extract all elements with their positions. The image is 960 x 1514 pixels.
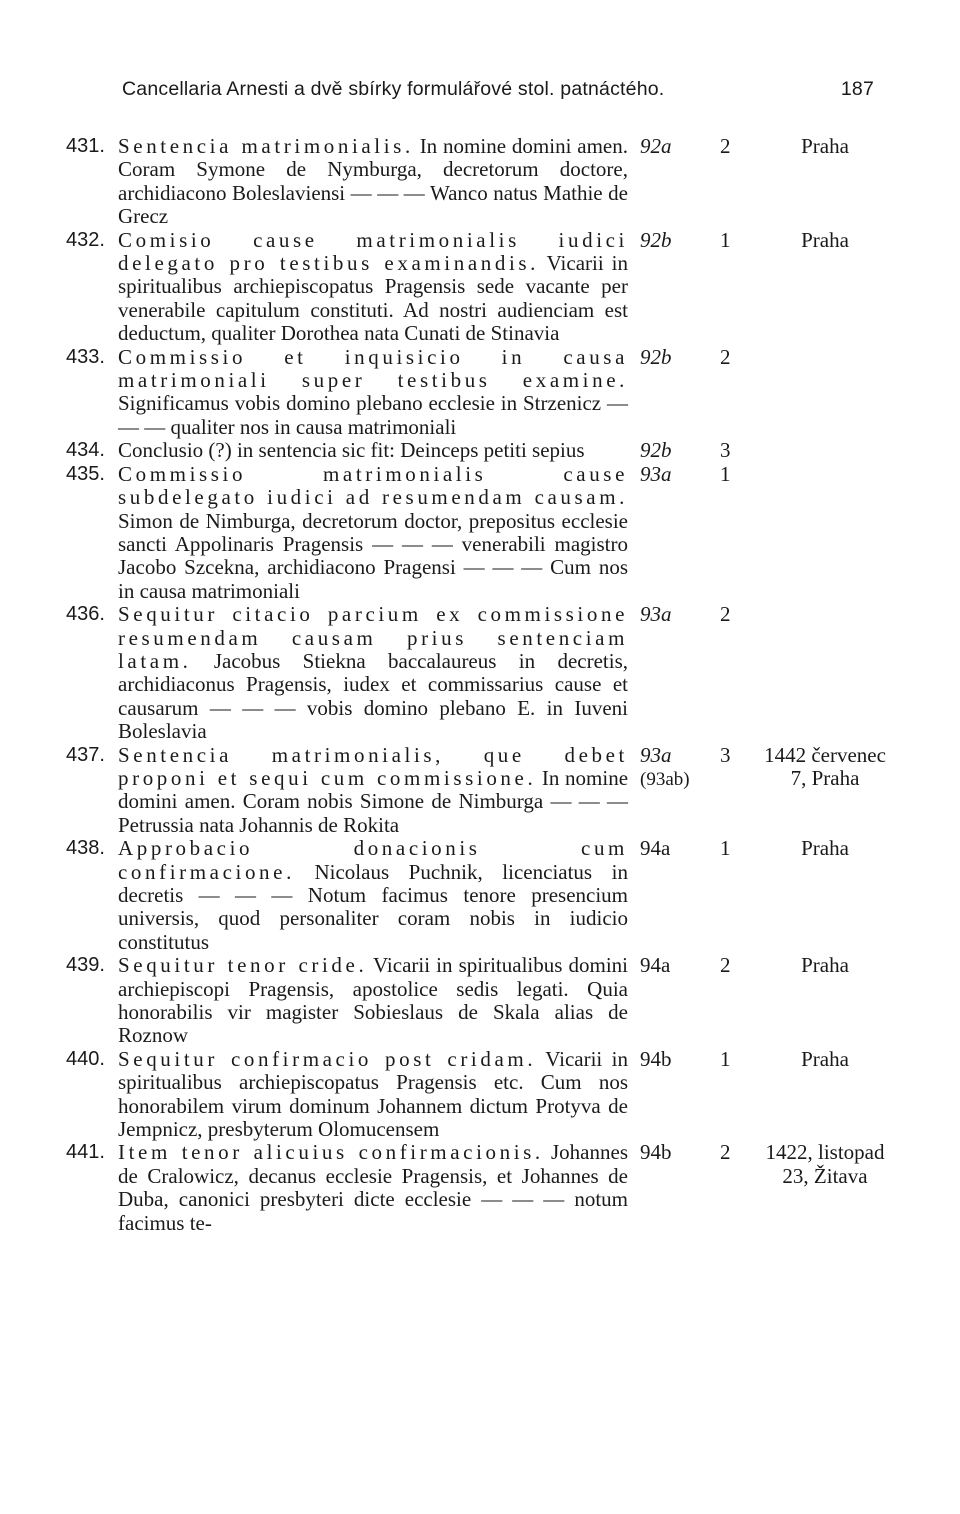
entry-text: In nomine domini amen. Coram Symone de Nymburga, decretorum doctore, archidiacono Boleslaviensi — — — Wanco natus Mathie de Grecz bbox=[118, 134, 629, 229]
entry-title: Sentencia matrimonialis. bbox=[118, 134, 414, 158]
entry-text: Conclusio (?) in sentencia sic fit: Deinceps petiti sepius bbox=[118, 438, 585, 463]
entry-text: Vicarii in spiritualibus archiepiscopatus Pragensis etc. Cum nos honorabilem virum dominum Johannem dictum Protyva de Jempnicz, presbyterum Olomucensem bbox=[118, 1046, 628, 1142]
count: 2 bbox=[720, 134, 731, 158]
entry-number: 437. bbox=[66, 743, 105, 766]
count: 3 bbox=[720, 742, 731, 767]
folio: 92b bbox=[640, 344, 672, 369]
entry-441 bbox=[0, 1141, 960, 1235]
entry-title: Commissio et inquisicio in causa matrimoniali super testibus examine. bbox=[118, 344, 628, 393]
entry-text: Significamus vobis domino plebano ecclesie in Strzenicz — — — qualiter nos in causa matrimoniali bbox=[118, 391, 628, 439]
entry-title: Sequitur citacio parcium ex commissione resumendam causam prius sentenciam latam. bbox=[118, 602, 628, 673]
entry-body bbox=[118, 954, 628, 1048]
entry-number: 439. bbox=[66, 954, 105, 977]
count: 3 bbox=[720, 438, 731, 463]
count: 1 bbox=[720, 836, 731, 861]
entry-body bbox=[118, 439, 628, 462]
entry-434 bbox=[0, 439, 960, 462]
count: 1 bbox=[720, 227, 731, 252]
count: 1 bbox=[720, 461, 731, 486]
page-number: 187 bbox=[840, 78, 874, 100]
place-date: Praha bbox=[801, 227, 849, 252]
count: 1 bbox=[720, 1046, 731, 1071]
entry-title: Comisio cause matrimonialis iudici delegato pro testibus examinandis. bbox=[118, 227, 628, 276]
entry-436 bbox=[0, 603, 960, 743]
entry-433 bbox=[0, 346, 960, 440]
entry-body bbox=[118, 229, 628, 346]
entry-number: 436. bbox=[66, 603, 105, 626]
entry-437 bbox=[0, 744, 960, 838]
count: 2 bbox=[720, 1140, 731, 1165]
entry-body bbox=[118, 744, 628, 838]
entry-number: 435. bbox=[66, 462, 105, 485]
entry-439 bbox=[0, 954, 960, 1048]
entry-number: 434. bbox=[66, 439, 105, 462]
folio: 92a bbox=[640, 134, 672, 158]
running-header bbox=[122, 78, 874, 101]
entry-body bbox=[118, 1048, 628, 1142]
place-date: 1422, listopad 23, Žitava bbox=[765, 1140, 885, 1188]
entry-title: Approbacio donacionis cum confirmacione. bbox=[118, 836, 628, 884]
folio: 93a bbox=[640, 602, 672, 627]
entry-number: 438. bbox=[66, 837, 105, 860]
count: 2 bbox=[720, 344, 731, 369]
place-date: Praha bbox=[801, 953, 849, 978]
entry-body bbox=[118, 837, 628, 954]
place-date: 1442 červenec 7, Praha bbox=[764, 742, 886, 790]
register-entries bbox=[0, 135, 960, 1235]
entry-title: Item tenor alicuius confirmacionis. bbox=[118, 1140, 544, 1165]
entry-text: Simon de Nimburga, decretorum doctor, prepositus ecclesie sancti Appolinaris Pragensis — — — venerabili magistro Jacobo Szcekna, archidiacono Pragensi — — — Cum nos in causa matrimoniali bbox=[118, 508, 628, 603]
place-date: Praha bbox=[801, 1046, 849, 1071]
folio: 94a bbox=[640, 953, 671, 978]
entry-number: 431. bbox=[66, 135, 105, 157]
count: 2 bbox=[720, 602, 731, 627]
entry-body bbox=[118, 346, 628, 440]
entry-title: Sequitur confirmacio post cridam. bbox=[118, 1046, 537, 1071]
entry-text: Nicolaus Puchnik, licenciatus in decretis — — — Notum facimus tenore presencium universis, quod personaliter coram nobis in iudicio constitutus bbox=[118, 859, 628, 954]
folio: 92b bbox=[640, 438, 672, 463]
entry-number: 433. bbox=[66, 345, 105, 368]
entry-440 bbox=[0, 1048, 960, 1142]
folio-extra: (93ab) bbox=[640, 768, 690, 790]
place-date: Praha bbox=[801, 836, 849, 861]
entry-title: Sequitur tenor cride. bbox=[118, 953, 368, 978]
entry-body bbox=[118, 1141, 628, 1235]
folio: 92b bbox=[640, 227, 672, 252]
entry-text: Johannes de Cralowicz, decanus ecclesie Pragensis, et Johannes de Duba, canonici presbyteri dicte ecclesie — — — notum facimus te- bbox=[118, 1140, 628, 1235]
entry-432 bbox=[0, 229, 960, 346]
entry-text: In nomine domini amen. Coram nobis Simone de Nimburga — — — Petrussia nata Johannis de Rokita bbox=[118, 765, 629, 837]
entry-number: 440. bbox=[66, 1047, 105, 1070]
entry-435 bbox=[0, 463, 960, 603]
entry-number: 432. bbox=[66, 228, 105, 251]
count: 2 bbox=[720, 953, 731, 978]
folio: 93a bbox=[640, 461, 672, 486]
folio bbox=[640, 744, 720, 792]
entry-text: Vicarii in spiritualibus archiepiscopatus Pragensis sede vacante per venerabile capitulum constituti. Ad nostri audienciam est deductum, qualiter Dorothea nata Cunati de Stinavia bbox=[118, 251, 628, 346]
entry-body bbox=[118, 135, 628, 229]
entry-title: Commissio matrimonialis cause subdelegato iudici ad resumendam causam. bbox=[118, 461, 628, 510]
folio-main: 93a bbox=[640, 742, 672, 767]
place-date: Praha bbox=[801, 134, 849, 158]
entry-text: Vicarii in spiritualibus domini archiepiscopi Pragensis, apostolice sedis legati. Quia honorabilis vir magister Sobieslaus de Skala alias de Roznow bbox=[118, 953, 629, 1048]
header-title: Cancellaria Arnesti a dvě sbírky formulářové stol. patnáctého. bbox=[122, 78, 665, 100]
entry-body bbox=[118, 463, 628, 603]
folio: 94b bbox=[640, 1046, 672, 1071]
entry-number: 441. bbox=[66, 1141, 105, 1164]
entry-title: Sentencia matrimonialis, que debet proponi et sequi cum commissione. bbox=[118, 742, 628, 790]
entry-text: Jacobus Stiekna baccalaureus in decretis, archidiaconus Pragensis, iudex et commissarius cause et causarum — — — vobis domino plebano E. in Iuveni Boleslavia bbox=[118, 648, 628, 744]
entry-body bbox=[118, 603, 628, 743]
entry-438 bbox=[0, 837, 960, 954]
entry-431 bbox=[0, 135, 960, 229]
folio: 94a bbox=[640, 836, 671, 861]
folio: 94b bbox=[640, 1140, 672, 1165]
